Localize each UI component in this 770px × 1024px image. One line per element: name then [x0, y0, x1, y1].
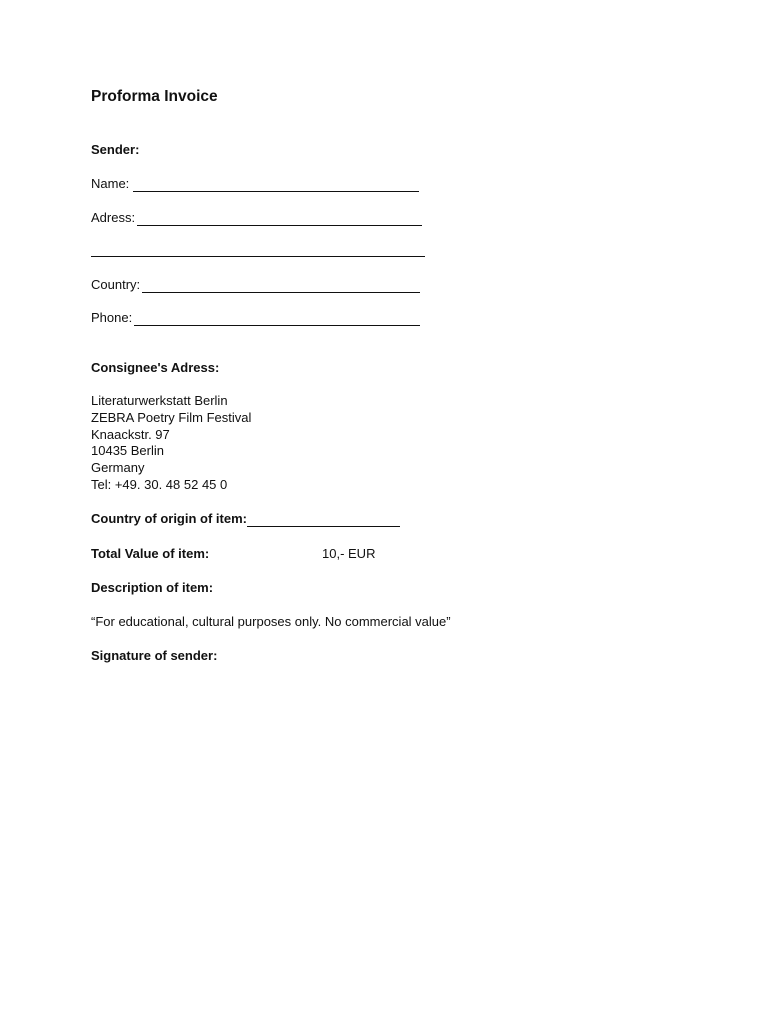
consignee-line: ZEBRA Poetry Film Festival	[91, 409, 252, 425]
name-field[interactable]	[91, 175, 419, 192]
origin-blank-line[interactable]	[247, 513, 400, 527]
document-title: Proforma Invoice	[91, 88, 218, 105]
name-blank-line[interactable]	[133, 178, 419, 192]
consignee-heading: Consignee's Adress:	[91, 360, 220, 375]
phone-blank-line[interactable]	[134, 312, 420, 326]
name-label: Name:	[91, 176, 130, 191]
address-second-blank-line[interactable]	[91, 256, 425, 257]
address-field[interactable]	[91, 209, 422, 226]
address-blank-line[interactable]	[137, 212, 422, 226]
consignee-address	[91, 393, 251, 494]
total-value-amount: 10,- EUR	[322, 546, 376, 561]
consignee-line: 10435 Berlin	[91, 443, 164, 459]
signature-label: Signature of sender:	[91, 648, 218, 663]
phone-label: Phone:	[91, 310, 133, 325]
consignee-line: Germany	[91, 460, 145, 476]
phone-field[interactable]	[91, 309, 420, 326]
consignee-line: Literaturwerkstatt Berlin	[91, 393, 228, 408]
origin-field[interactable]	[91, 510, 400, 527]
country-label: Country:	[91, 277, 141, 292]
address-label: Adress:	[91, 210, 136, 225]
origin-label: Country of origin of item:	[91, 511, 247, 526]
description-text: “For educational, cultural purposes only. No commercial value”	[91, 614, 451, 629]
country-blank-line[interactable]	[142, 279, 420, 293]
consignee-line: Tel: +49. 30. 48 52 45 0	[91, 476, 228, 492]
total-value-label: Total Value of item:	[91, 546, 210, 561]
sender-heading: Sender:	[91, 142, 140, 157]
country-field[interactable]	[91, 276, 420, 293]
description-label: Description of item:	[91, 580, 214, 595]
consignee-line: Knaackstr. 97	[91, 426, 170, 442]
